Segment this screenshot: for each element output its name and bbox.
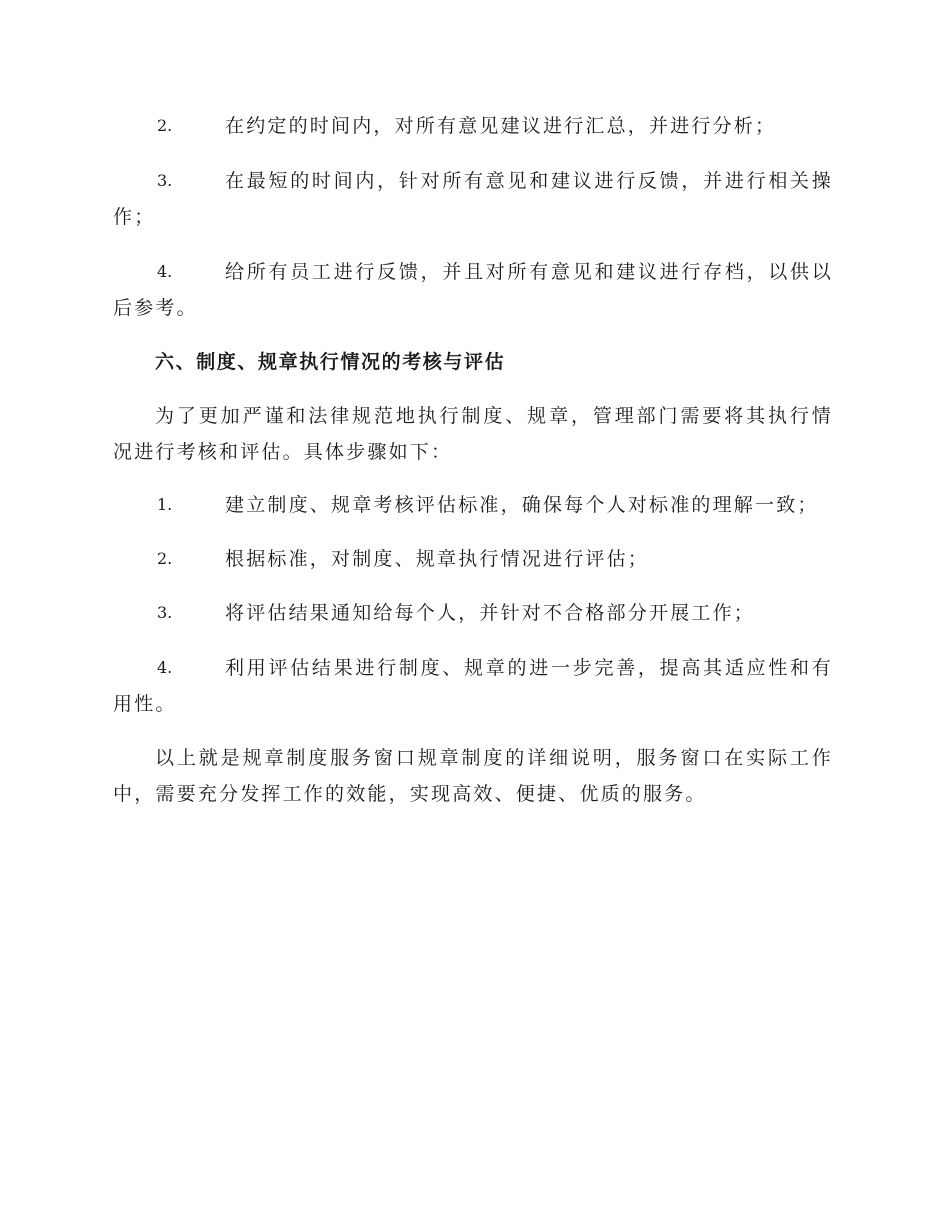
list-text: 给所有员工进行反馈，并且对所有意见和建议进行存档，以供以后参考。 [113, 261, 833, 319]
list-number: 1. [157, 495, 173, 514]
closing-paragraph-text: 以上就是规章制度服务窗口规章制度的详细说明，服务窗口在实际工作中，需要充分发挥工作的效能，实现高效、便捷、优质的服务。 [113, 747, 833, 805]
list-text: 将评估结果通知给每个人，并针对不合格部分开展工作； [225, 602, 756, 624]
list-item [113, 163, 833, 235]
list-item [113, 254, 833, 326]
list-item [113, 595, 833, 631]
list-item [113, 487, 833, 523]
list-number: 2. [157, 549, 173, 568]
list-number: 3. [157, 603, 173, 622]
list-item [113, 108, 833, 144]
list-text: 在约定的时间内，对所有意见建议进行汇总，并进行分析； [225, 115, 777, 137]
intro-paragraph-text: 为了更加严谨和法律规范地执行制度、规章，管理部门需要将其执行情况进行考核和评估。具体步骤如下： [113, 405, 833, 463]
list-item [113, 541, 833, 577]
intro-paragraph [113, 398, 833, 470]
list-text: 在最短的时间内，针对所有意见和建议进行反馈，并进行相关操作； [113, 170, 833, 228]
list-number: 4. [157, 658, 173, 677]
closing-paragraph [113, 740, 833, 812]
section-heading-text: 六、制度、规章执行情况的考核与评估 [155, 351, 506, 373]
list-number: 2. [157, 116, 173, 135]
list-text: 利用评估结果进行制度、规章的进一步完善，提高其适应性和有用性。 [113, 657, 833, 715]
list-text: 根据标准，对制度、规章执行情况进行评估； [225, 548, 650, 570]
list-text: 建立制度、规章考核评估标准，确保每个人对标准的理解一致； [225, 494, 819, 516]
list-number: 3. [157, 171, 173, 190]
list-number: 4. [157, 262, 173, 281]
section-heading [113, 344, 833, 380]
list-item [113, 650, 833, 722]
